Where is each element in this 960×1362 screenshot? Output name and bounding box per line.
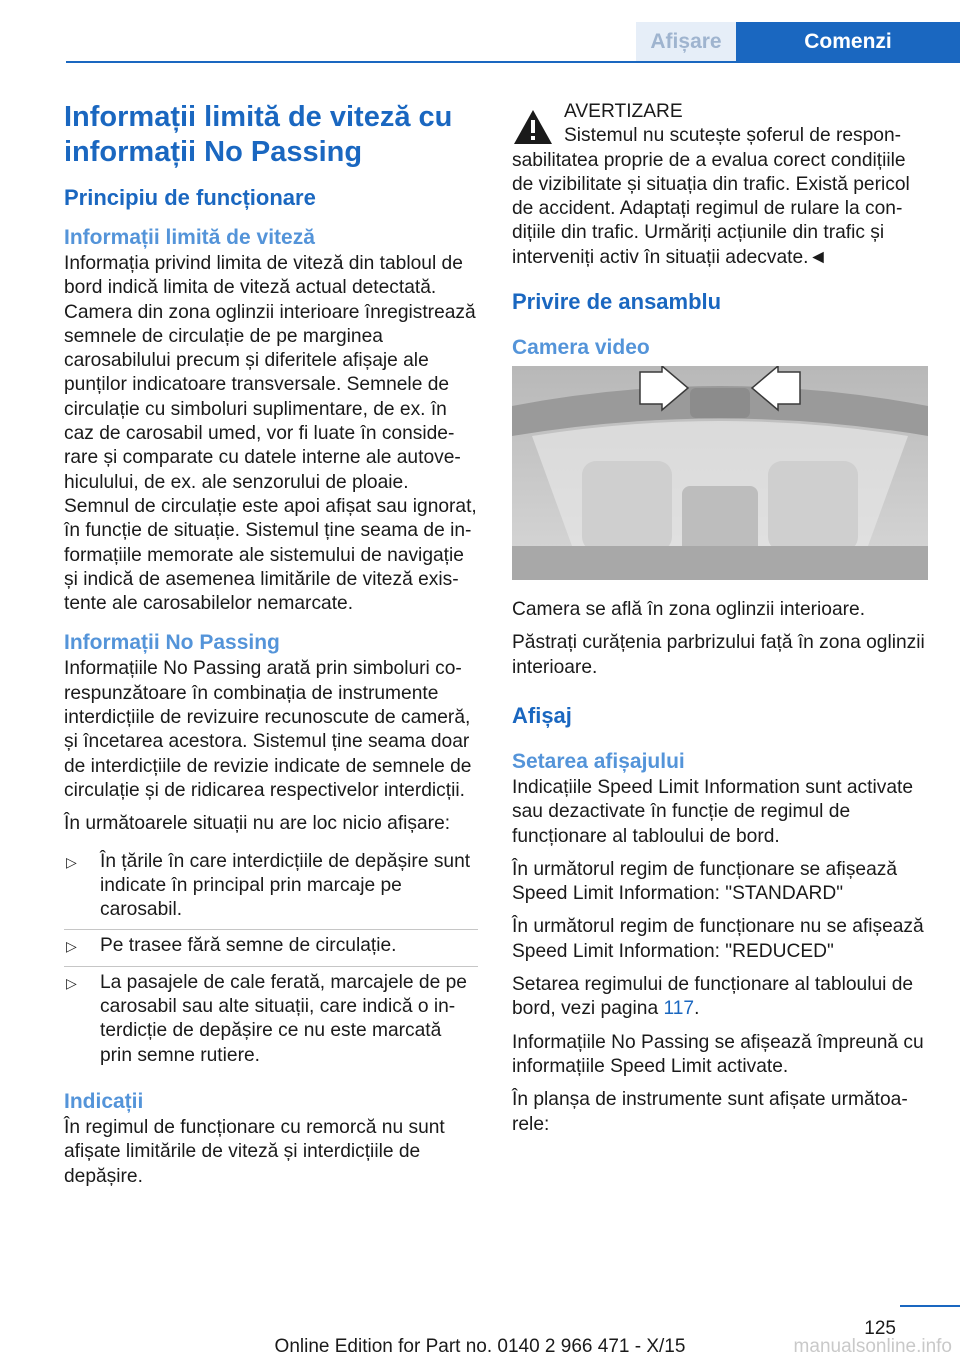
camera-heading: Camera video <box>512 336 650 360</box>
no-display-list <box>64 846 478 1075</box>
hints-heading: Indicații <box>64 1089 144 1113</box>
speed-limit-heading: Informații limită de viteză <box>64 226 315 249</box>
edition-text: Online Edition for Part no. 0140 2 966 471 - X/15 <box>274 1336 686 1357</box>
list-item <box>64 930 478 966</box>
display-text-4-post: . <box>694 998 700 1020</box>
right-column <box>512 100 928 1146</box>
footer-divider <box>900 1305 960 1307</box>
warning-title: AVERTIZARE <box>564 101 683 122</box>
warning-triangle-icon <box>512 108 554 146</box>
speed-limit-text: Informația privind limita de viteză din tabloul de bord indică limita de viteză actual detectată. Camera din zona oglinzii interioare înregistrează semnele de circulație de pe marginea carosabilului precum și diferitele afișaje ale punților indicatoare transversale. Semnele de circulație cu simboluri suplimentare, de ex. în caz de carosabil umed, vor fi luate în considerare și comparate cu datele interne ale autovehiculului, de ex. ale senzorului de ploaie. Semnul de circulație este apoi afișat sau ignorat, în funcție de situație. Sistemul ține seama de informațiile memorate ale sistemului de navigație și indică de asemenea limitările de viteză existente ale carosabilelor nemarcate. <box>64 253 477 615</box>
tab-afisare[interactable]: Afișare <box>636 22 736 62</box>
car-interior-illustration <box>512 366 928 580</box>
display-text-5: Informațiile No Passing se afișează împreună cu informațiile Speed Limit activate. <box>512 1031 924 1077</box>
list-item-text: La pasajele de cale ferată, marcajele de pe carosabil sau alte situații, care indică o interdicție de depășire ce nu este marcată prin semne rutiere. <box>100 971 467 1066</box>
hints-text: În regimul de funcționare cu remorcă nu sunt afișate limitările de viteză și interdicțiile de depășire. <box>64 1116 445 1187</box>
triangle-right-icon: ▷ <box>66 853 77 870</box>
section-title: Informații limită de viteză cu informații No Passing <box>64 101 453 168</box>
page-link-117[interactable]: 117 <box>663 998 695 1020</box>
page-number: 125 <box>864 1318 896 1339</box>
overview-heading: Privire de ansamblu <box>512 289 722 315</box>
tab-comenzi[interactable]: Comenzi <box>736 22 960 62</box>
warning-box <box>512 100 928 270</box>
warning-text: Sistemul nu scutește șoferul de responsabilitatea proprie de a evalua corect condițiile de vizibilitate și situația din trafic. Există pericol de accident. Adaptați regimul de rulare la condițiile din trafic. Urmăriți acțiunile din trafic și interveniți activ în situații adecvate.◄ <box>512 125 910 268</box>
display-text-4-pre: Setarea regimului de funcționare al tabloului de bord, vezi pagina <box>512 974 914 1020</box>
display-text-3: În următorul regim de funcționare nu se afișează Speed Limit Information: "REDUCED" <box>512 916 924 962</box>
display-heading: Afișaj <box>512 702 572 728</box>
no-passing-text: Informațiile No Passing arată prin simboluri corespunzătoare în combinația de instrumente interdicțiile de revizuire recunoscute de cameră, și încetarea acestora. Sistemul ține seama doar de interdicțiile de revizie indicate de semnele de circulație și de ridicarea respectivelor interdicții. <box>64 658 472 801</box>
list-item <box>64 846 478 931</box>
list-item <box>64 967 478 1075</box>
display-text-6: În planșa de instrumente sunt afișate următoarele: <box>512 1089 908 1135</box>
no-passing-heading: Informații No Passing <box>64 631 280 655</box>
triangle-right-icon: ▷ <box>66 974 77 991</box>
display-setting-heading: Setarea afișajului <box>512 749 685 773</box>
header-divider <box>66 61 960 63</box>
no-display-intro: În următoarele situații nu are loc nicio afișare: <box>64 813 451 835</box>
watermark: manualsonline.info <box>793 1336 952 1357</box>
page-header <box>0 0 960 62</box>
display-text-1: Indicațiile Speed Limit Information sunt activate sau dezactivate în funcție de regimul de funcționare al tabloului de bord. <box>512 776 914 847</box>
camera-text-1: Camera se află în zona oglinzii interioare. <box>512 599 866 621</box>
camera-text-2: Păstrați curățenia parbrizului față în zona oglinzii interioare. <box>512 632 925 678</box>
display-text-2: În următorul regim de funcționare se afișează Speed Limit Information: "STANDARD" <box>512 858 898 905</box>
triangle-right-icon: ▷ <box>66 938 77 955</box>
display-text-4 <box>512 973 928 1022</box>
left-column <box>64 100 478 1198</box>
list-item-text: Pe trasee fără semne de circulație. <box>100 935 397 957</box>
principle-heading: Principiu de funcționare <box>64 185 316 210</box>
list-item-text: În țările în care interdicțiile de depășire sunt indicate în principal prin marcaje pe carosabil. <box>100 850 471 921</box>
camera-location-image <box>512 366 928 580</box>
